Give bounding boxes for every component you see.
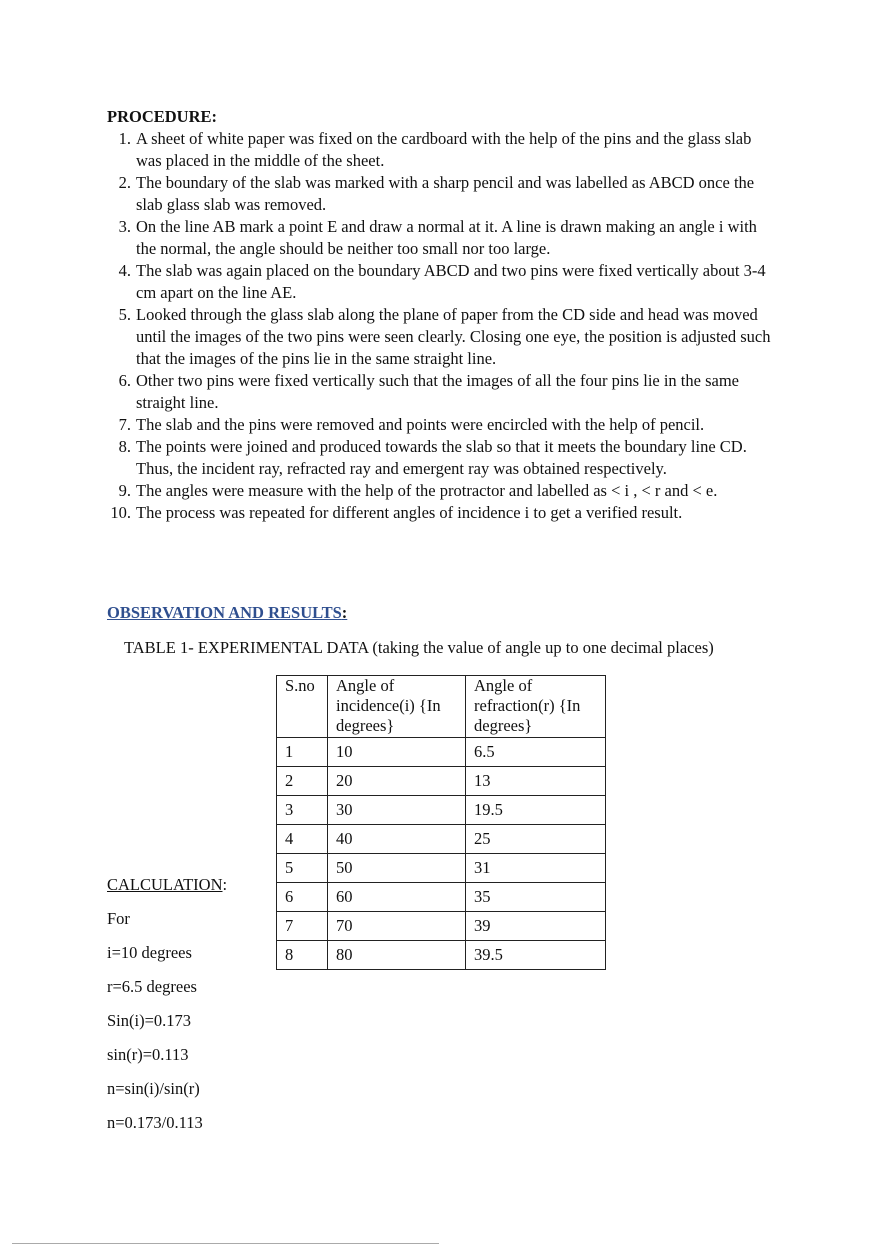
step-text: Looked through the glass slab along the plane of paper from the CD side and head was moved until the images of the two pins were seen clearly. Closing one eye, the position is adjusted such that the images of the pins lie in the same straight line. [136,305,771,368]
table-caption: TABLE 1- EXPERIMENTAL DATA (taking the value of angle up to one decimal places) [124,638,714,657]
procedure-heading: PROCEDURE: [107,107,217,126]
header-angle-incidence: Angle of incidence(i) {In degrees} [328,676,466,738]
procedure-step [107,260,777,304]
cell-sno: 1 [277,738,328,767]
calculation-line: Sin(i)=0.173 [107,1011,192,1030]
calculation-section [107,874,227,1146]
calculation-heading [107,874,227,908]
step-text: The slab was again placed on the boundary ABCD and two pins were fixed vertically about 3-4 cm apart on the line AE. [136,261,766,302]
cell-incidence: 50 [328,854,466,883]
cell-sno: 8 [277,941,328,970]
cell-refraction: 19.5 [466,796,606,825]
step-text: Other two pins were fixed vertically such that the images of all the four pins lie in the same straight line. [136,371,739,412]
step-text: The points were joined and produced towards the slab so that it meets the boundary line CD. Thus, the incident ray, refracted ray and emergent ray was obtained respectively. [136,437,747,478]
cell-incidence: 20 [328,767,466,796]
cell-incidence: 30 [328,796,466,825]
table-row [277,854,606,883]
step-number: 8. [118,437,131,456]
table-header-row [277,676,606,738]
step-number: 7. [118,415,131,434]
cell-sno: 4 [277,825,328,854]
cell-refraction: 35 [466,883,606,912]
step-text: The boundary of the slab was marked with a sharp pencil and was labelled as ABCD once the slab glass slab was removed. [136,173,755,214]
table-row [277,767,606,796]
cell-sno: 3 [277,796,328,825]
step-number: 6. [118,371,131,390]
cell-incidence: 10 [328,738,466,767]
observation-heading-text: OBSERVATION AND RESULTS [107,603,342,622]
cell-refraction: 6.5 [466,738,606,767]
procedure-step [107,216,777,260]
table-row [277,883,606,912]
table-row [277,825,606,854]
step-text: The process was repeated for different angles of incidence i to get a verified result. [136,503,683,522]
calculation-line: r=6.5 degrees [107,977,197,996]
cell-sno: 7 [277,912,328,941]
step-number: 2. [118,173,131,192]
calculation-line: i=10 degrees [107,943,192,962]
cell-incidence: 70 [328,912,466,941]
header-sno: S.no [277,676,328,738]
step-text: On the line AB mark a point E and draw a normal at it. A line is drawn making an angle i with the normal, the angle should be neither too small nor too large. [136,217,757,258]
procedure-step [107,128,777,172]
cell-sno: 6 [277,883,328,912]
step-number: 3. [118,217,131,236]
cell-sno: 2 [277,767,328,796]
procedure-step [107,304,777,370]
procedure-step [107,502,777,524]
calculation-line: For [107,909,130,928]
procedure-step [107,414,777,436]
cell-refraction: 39 [466,912,606,941]
experimental-data-table [276,675,606,970]
table-row [277,796,606,825]
step-number: 9. [118,481,131,500]
step-number: 5. [118,305,131,324]
observation-heading [107,602,347,624]
step-number: 1. [118,129,131,148]
procedure-step [107,480,777,502]
cell-refraction: 39.5 [466,941,606,970]
table-row [277,912,606,941]
step-number: 4. [118,261,131,280]
procedure-step [107,172,777,216]
calculation-line: n=0.173/0.113 [107,1113,203,1132]
calculation-heading-text: CALCULATION [107,875,223,894]
calculation-line: n=sin(i)/sin(r) [107,1079,200,1098]
cell-incidence: 40 [328,825,466,854]
observation-heading-colon: : [341,603,348,622]
step-number: 10. [110,503,131,522]
cell-incidence: 60 [328,883,466,912]
footer-divider [12,1243,439,1244]
header-angle-refraction: Angle of refraction(r) {In degrees} [466,676,606,738]
step-text: A sheet of white paper was fixed on the cardboard with the help of the pins and the glass slab was placed in the middle of the sheet. [136,129,752,170]
procedure-steps-list [107,128,777,524]
calculation-line: sin(r)=0.113 [107,1045,189,1064]
cell-refraction: 31 [466,854,606,883]
table-row [277,738,606,767]
procedure-step [107,436,777,480]
procedure-step [107,370,777,414]
cell-incidence: 80 [328,941,466,970]
cell-refraction: 13 [466,767,606,796]
calculation-heading-colon: : [222,875,228,894]
table-row [277,941,606,970]
cell-refraction: 25 [466,825,606,854]
step-text: The slab and the pins were removed and points were encircled with the help of pencil. [136,415,705,434]
cell-sno: 5 [277,854,328,883]
step-text: The angles were measure with the help of the protractor and labelled as < i , < r and < e. [136,481,718,500]
